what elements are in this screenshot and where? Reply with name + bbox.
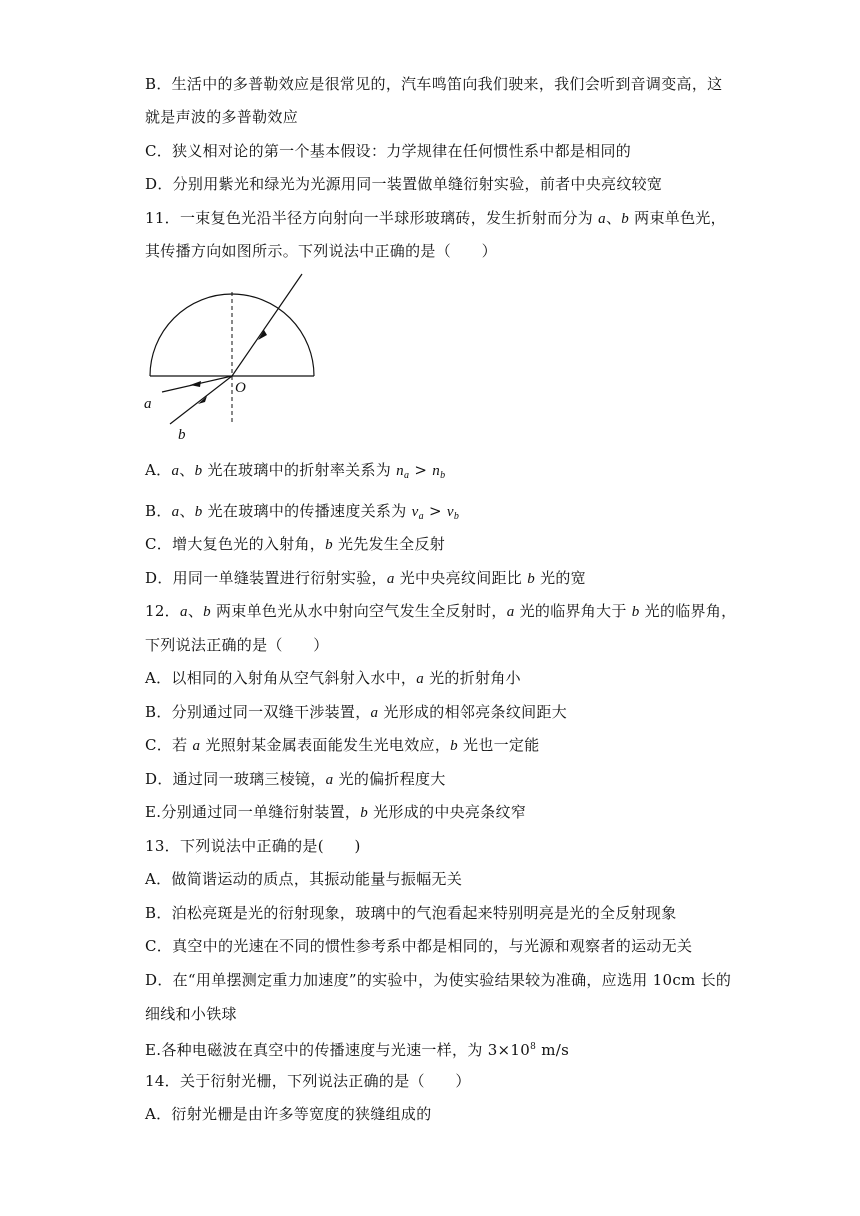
ray-a-arrow [190, 381, 201, 387]
q12-stem-cont: 下列说法正确的是（ ） [145, 636, 329, 654]
q11-option-b: B．a、b 光在玻璃中的传播速度关系为 $v_a > v_b$ [145, 502, 460, 522]
q12-stem: 12．a、b 两束单色光从水中射向空气发生全反射时，a 光的临界角大于 b 光的临界角， [145, 602, 737, 620]
q11-stem-cont: 其传播方向如图所示。下列说法中正确的是（ ） [145, 242, 497, 260]
q11-stem: 11．一束复色光沿半径方向射向一半球形玻璃砖，发生折射而分为 a、b 两束单色光， [145, 209, 726, 227]
q10-option-c: C．狭义相对论的第一个基本假设：力学规律在任何惯性系中都是相同的 [145, 142, 632, 160]
q14-option-a: A．衍射光栅是由许多等宽度的狭缝组成的 [145, 1105, 432, 1123]
q13-option-d: D．在“用单摆测定重力加速度”的实验中，为使实验结果较为准确，应选用 10cm 长的 [145, 971, 732, 989]
q13-option-b: B．泊松亮斑是光的衍射现象，玻璃中的气泡看起来特别明亮是光的全反射现象 [145, 904, 677, 922]
q13-option-a: A．做简谐运动的质点，其振动能量与振幅无关 [145, 870, 463, 888]
q13-option-c: C．真空中的光速在不同的惯性参考系中都是相同的，与光源和观察者的运动无关 [145, 937, 693, 955]
label-a: a [144, 396, 152, 412]
label-b: b [178, 427, 186, 443]
q12-option-d: D．通过同一玻璃三棱镜，a 光的偏折程度大 [145, 770, 446, 788]
q12-option-e: E.分别通过同一单缝衍射装置，b 光形成的中央亮条纹窄 [145, 803, 527, 821]
hemisphere-refraction-diagram [140, 268, 330, 448]
incident-ray [232, 274, 302, 376]
q10-option-b-cont: 就是声波的多普勒效应 [145, 108, 299, 126]
q11-option-c: C．增大复色光的入射角，b 光先发生全反射 [145, 535, 446, 553]
q13-option-e: E.各种电磁波在真空中的传播速度与光速一样，为 $3\times 10^8$ m/s [145, 1041, 570, 1059]
q12-option-b: B．分别通过同一双缝干涉装置，a 光形成的相邻亮条纹间距大 [145, 703, 568, 721]
q10-option-d: D．分别用紫光和绿光为光源用同一装置做单缝衍射实验，前者中央亮纹较宽 [145, 175, 663, 193]
label-o: O [235, 380, 246, 396]
q13-stem: 13．下列说法中正确的是( ) [145, 837, 361, 855]
q12-option-c: C．若 a 光照射某金属表面能发生光电效应，b 光也一定能 [145, 736, 540, 754]
ray-b-arrow [198, 396, 207, 404]
q11-option-d: D．用同一单缝装置进行衍射实验，a 光中央亮纹间距比 b 光的宽 [145, 569, 586, 587]
q12-option-a: A．以相同的入射角从空气斜射入水中，a 光的折射角小 [145, 669, 521, 687]
q13-option-d-cont: 细线和小铁球 [145, 1005, 237, 1023]
q14-stem: 14．关于衍射光栅，下列说法正确的是（ ） [145, 1072, 471, 1090]
q10-option-b: B．生活中的多普勒效应是很常见的，汽车鸣笛向我们驶来，我们会听到音调变高，这 [145, 75, 723, 93]
q11-option-a: A．a、b 光在玻璃中的折射率关系为 $n_a > n_b$ [145, 461, 446, 481]
